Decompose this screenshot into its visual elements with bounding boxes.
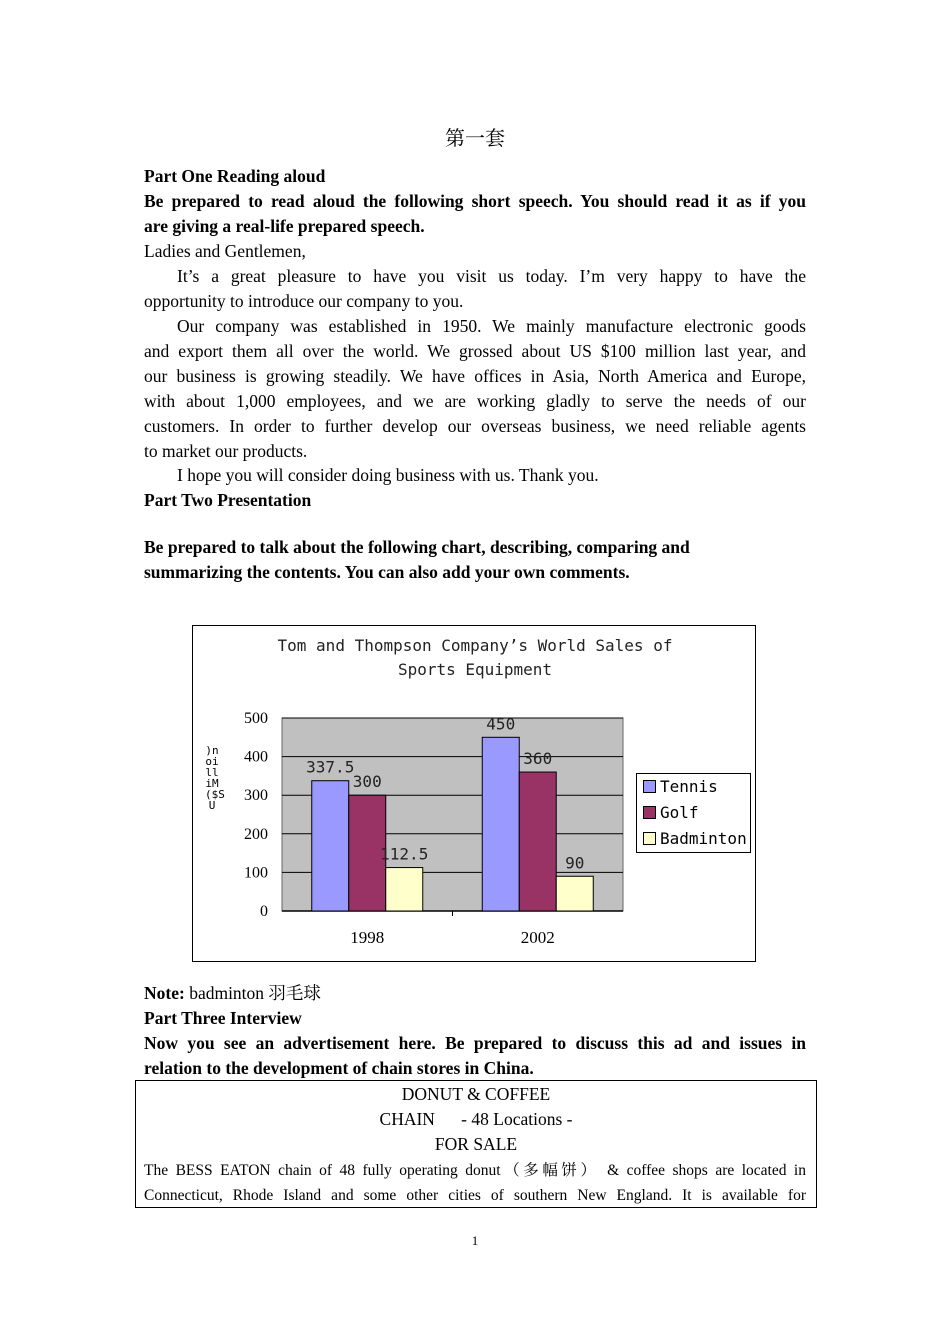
part2-heading: Part Two Presentation — [144, 490, 312, 510]
chart-data-label: 112.5 — [380, 844, 429, 864]
part2-instruction-line1: Be prepared to talk about the following chart, describing, comparing and — [144, 537, 690, 557]
speech-p2-line6: to market our products. — [144, 441, 308, 461]
speech-p3-line1: I hope you will consider doing business with us. Thank you. — [177, 465, 599, 485]
chart-legend-swatch — [643, 832, 656, 845]
chart-data-label: 360 — [523, 749, 553, 769]
chart-y-tick-label: 0 — [260, 903, 268, 920]
chart-x-tick-label: 1998 — [350, 928, 385, 947]
chart-y-axis-label: )noilliM($SU — [205, 744, 225, 812]
speech-p2-line1: Our company was established in 1950. We mainly manufacture electronic goods — [177, 316, 806, 336]
chart-data-label: 450 — [486, 714, 516, 734]
note-label: Note: — [144, 983, 185, 1003]
chart-title-line2: Sports Equipment — [397, 660, 553, 679]
chart-legend-label: Tennis — [660, 777, 718, 796]
speech-greeting: Ladies and Gentlemen, — [144, 241, 306, 261]
chart-legend-label: Golf — [660, 803, 699, 822]
part1-heading: Part One Reading aloud — [144, 166, 326, 186]
page-number: 1 — [471, 1233, 479, 1248]
speech-p1-line2: opportunity to introduce our company to you. — [144, 291, 464, 311]
chart-legend — [636, 773, 751, 853]
part2-instruction-line2: summarizing the contents. You can also add your own comments. — [144, 562, 630, 582]
chart-bar — [386, 868, 423, 911]
chart-bar — [482, 737, 519, 911]
ad-headline-2: CHAIN - 48 Locations - — [379, 1109, 573, 1129]
chart-data-label: 337.5 — [306, 757, 355, 777]
speech-p2-line4: with about 1,000 employees, and we are working gladly to serve the needs of our — [144, 391, 806, 411]
chart-bar — [556, 876, 593, 911]
chart-data-label: 300 — [352, 772, 382, 792]
speech-p2-line5: customers. In order to further develop our overseas business, we need reliable agents — [144, 416, 806, 436]
chart-legend-item — [643, 803, 699, 823]
chart-y-tick-label: 200 — [244, 825, 268, 843]
part1-instruction-line2: are giving a real-life prepared speech. — [144, 216, 425, 236]
ad-body-line1: The BESS EATON chain of 48 fully operating donut（多幅饼） & coffee shops are located in — [144, 1162, 806, 1179]
part3-heading: Part Three Interview — [144, 1008, 302, 1028]
chart-y-tick-label: 500 — [244, 710, 268, 727]
ad-body-line2: Connecticut, Rhode Island and some other cities of southern New England. It is available for — [144, 1187, 806, 1204]
speech-p2-line2: and export them all over the world. We grossed about US $100 million last year, and — [144, 341, 806, 361]
part1-instruction-line1: Be prepared to read aloud the following short speech. You should read it as if you — [144, 191, 806, 211]
chart-y-tick-label: 400 — [244, 748, 268, 766]
chart-legend-label: Badminton — [660, 829, 747, 848]
speech-p1-line1: It’s a great pleasure to have you visit us today. I’m very happy to have the — [177, 266, 806, 286]
chart-bar — [312, 781, 349, 911]
chart-y-tick-label: 300 — [244, 787, 268, 805]
part3-instruction-line1: Now you see an advertisement here. Be prepared to discuss this ad and issues in — [144, 1033, 806, 1053]
chart-legend-item — [643, 777, 718, 797]
chart-legend-swatch — [643, 780, 656, 793]
chart-legend-item — [643, 829, 747, 849]
part3-instruction-line2: relation to the development of chain stores in China. — [144, 1058, 534, 1078]
note-line — [144, 981, 806, 1006]
chart-data-label: 90 — [565, 853, 585, 873]
chart-title-line1: Tom and Thompson Company’s World Sales of — [277, 636, 673, 655]
note-text: badminton 羽毛球 — [184, 983, 321, 1003]
chart-bar — [519, 772, 556, 911]
chart-legend-swatch — [643, 806, 656, 819]
chart-y-tick-label: 100 — [244, 864, 268, 882]
ad-headline-1: DONUT & COFFEE — [401, 1084, 551, 1104]
speech-p2-line3: our business is growing steadily. We have offices in Asia, North America and Europe, — [144, 366, 806, 386]
page-title: 第一套 — [445, 126, 505, 150]
advertisement-box — [135, 1080, 817, 1208]
ad-headline-3: FOR SALE — [434, 1134, 518, 1154]
chart-x-tick-label: 2002 — [520, 928, 555, 947]
